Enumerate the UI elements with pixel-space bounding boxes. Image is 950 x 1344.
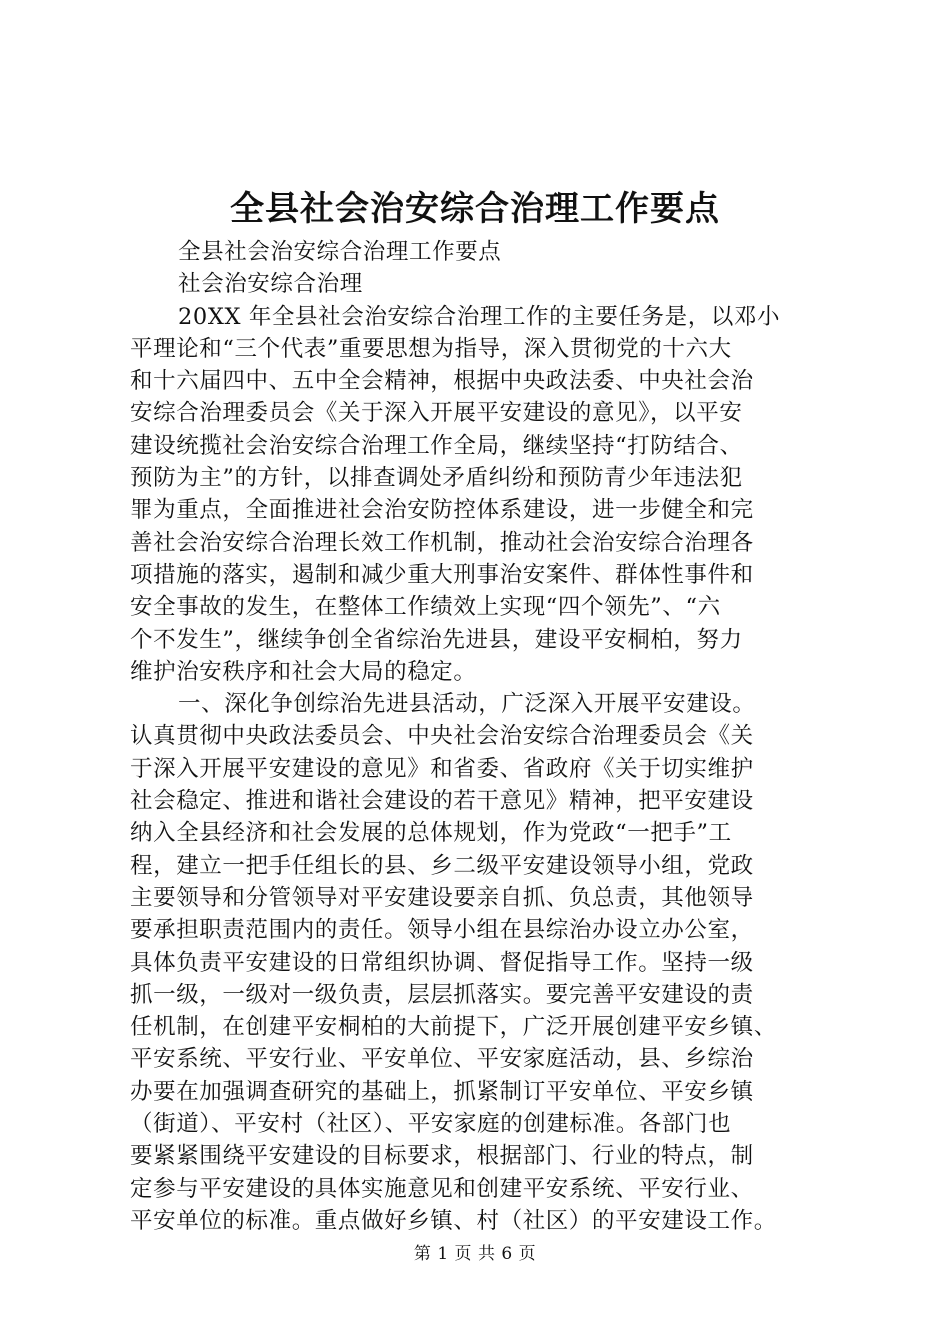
page-footer: 第 1 页 共 6 页 <box>413 1244 537 1264</box>
text-line: 罪为重点，全面推进社会治安防控体系建设，进一步健全和完 <box>130 497 754 524</box>
text-line: 社会稳定、推进和谐社会建设的若干意见》精神，把平安建设 <box>130 788 754 815</box>
text-line: 办要在加强调查研究的基础上，抓紧制订平安单位、平安乡镇 <box>130 1078 754 1105</box>
text-line: 全县社会治安综合治理工作要点 <box>178 239 502 265</box>
text-line: 预防为主”的方针，以排查调处矛盾纠纷和预防青少年违法犯 <box>130 465 743 492</box>
text-line: 抓一级，一级对一级负责，层层抓落实。要完善平安建设的责 <box>130 981 754 1008</box>
text-line: 要紧紧围绕平安建设的目标要求，根据部门、行业的特点，制 <box>130 1143 754 1170</box>
text-line: 于深入开展平安建设的意见》和省委、省政府《关于切实维护 <box>130 755 754 782</box>
text-line: 安全事故的发生，在整体工作绩效上实现“四个领先”、“六 <box>130 594 721 621</box>
text-line: 平安系统、平安行业、平安单位、平安家庭活动，县、乡综治 <box>130 1046 754 1073</box>
text-line: 个不发生”，继续争创全省综治先进县，建设平安桐柏，努力 <box>130 626 743 653</box>
text-line: 安综合治理委员会《关于深入开展平安建设的意见》，以平安 <box>130 400 743 427</box>
text-line: 主要领导和分管领导对平安建设要亲自抓、负总责，其他领导 <box>130 884 754 911</box>
text-line: 任机制，在创建平安桐柏的大前提下，广泛开展创建平安乡镇、 <box>130 1014 777 1041</box>
text-line: 要承担职责范围内的责任。领导小组在县综治办设立办公室， <box>130 917 754 944</box>
text-line: 纳入全县经济和社会发展的总体规划，作为党政“一把手”工 <box>130 820 732 847</box>
document-title: 全县社会治安综合治理工作要点 <box>230 189 720 229</box>
text-line: 项措施的落实，遏制和减少重大刑事治安案件、群体性事件和 <box>130 561 754 588</box>
text-line: （街道）、平安村（社区）、平安家庭的创建标准。各部门也 <box>130 1111 732 1138</box>
text-line: 20XX 年全县社会治安综合治理工作的主要任务是，以邓小 <box>178 303 781 330</box>
text-line: 平理论和“三个代表”重要思想为指导，深入贯彻党的十六大 <box>130 335 732 362</box>
text-line: 一、深化争创综治先进县活动，广泛深入开展平安建设。 <box>178 691 756 718</box>
document-body <box>130 236 830 1237</box>
text-line: 维护治安秩序和社会大局的稳定。 <box>130 658 477 685</box>
text-line: 社会治安综合治理 <box>178 271 363 298</box>
text-line: 平安单位的标准。重点做好乡镇、村（社区）的平安建设工作。 <box>130 1207 777 1234</box>
text-line: 建设统揽社会治安综合治理工作全局，继续坚持“打防结合、 <box>130 432 743 459</box>
text-line: 程，建立一把手任组长的县、乡二级平安建设领导小组，党政 <box>130 852 754 879</box>
text-line: 和十六届四中、五中全会精神，根据中央政法委、中央社会治 <box>130 368 754 395</box>
text-line: 善社会治安综合治理长效工作机制，推动社会治安综合治理各 <box>130 529 754 556</box>
text-line: 定参与平安建设的具体实施意见和创建平安系统、平安行业、 <box>130 1175 754 1202</box>
text-line: 具体负责平安建设的日常组织协调、督促指导工作。坚持一级 <box>130 949 754 976</box>
text-line: 认真贯彻中央政法委员会、中央社会治安综合治理委员会《关 <box>130 723 754 750</box>
